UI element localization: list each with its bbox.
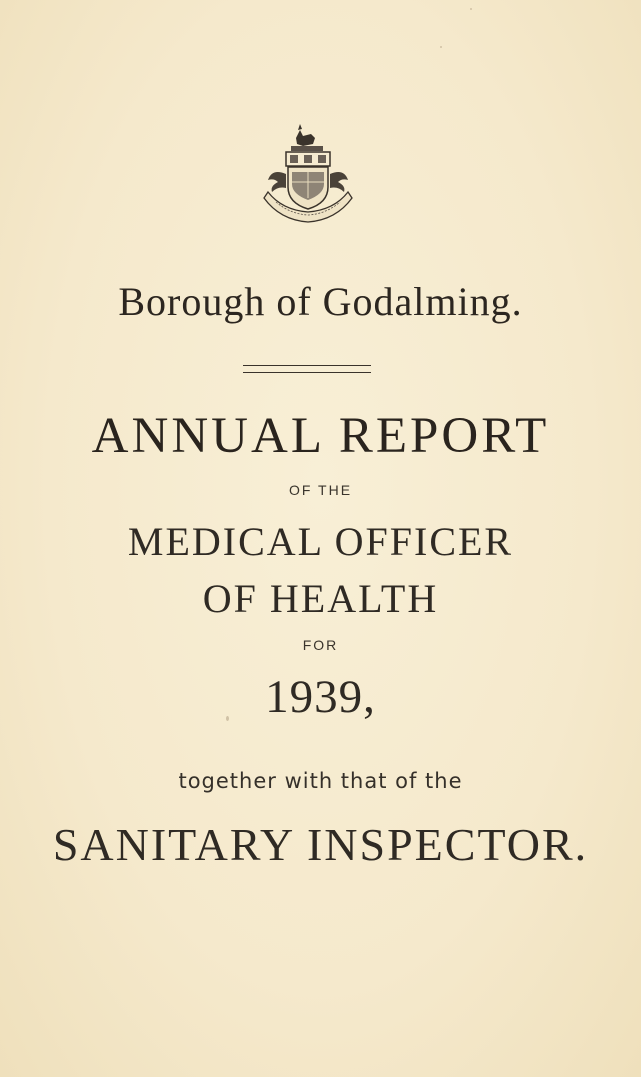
connector-of-the: OF THE (288, 482, 353, 498)
coat-of-arms-icon (258, 122, 358, 232)
office-title-line-1: MEDICAL OFFICER (127, 519, 514, 564)
paper-speck (440, 46, 442, 48)
borough-name: Borough of Godalming. (118, 279, 523, 324)
office-title-line-2: OF HEALTH (202, 576, 439, 621)
report-title: ANNUAL REPORT (91, 408, 550, 464)
report-year: 1939, (265, 671, 376, 723)
connector-for: FOR (302, 637, 339, 653)
double-rule-divider (243, 365, 371, 373)
together-with-line: together with that of the (178, 769, 463, 793)
paper-speck (226, 716, 229, 721)
paper-speck (470, 8, 472, 10)
sanitary-inspector-title: SANITARY INSPECTOR. (52, 819, 589, 870)
